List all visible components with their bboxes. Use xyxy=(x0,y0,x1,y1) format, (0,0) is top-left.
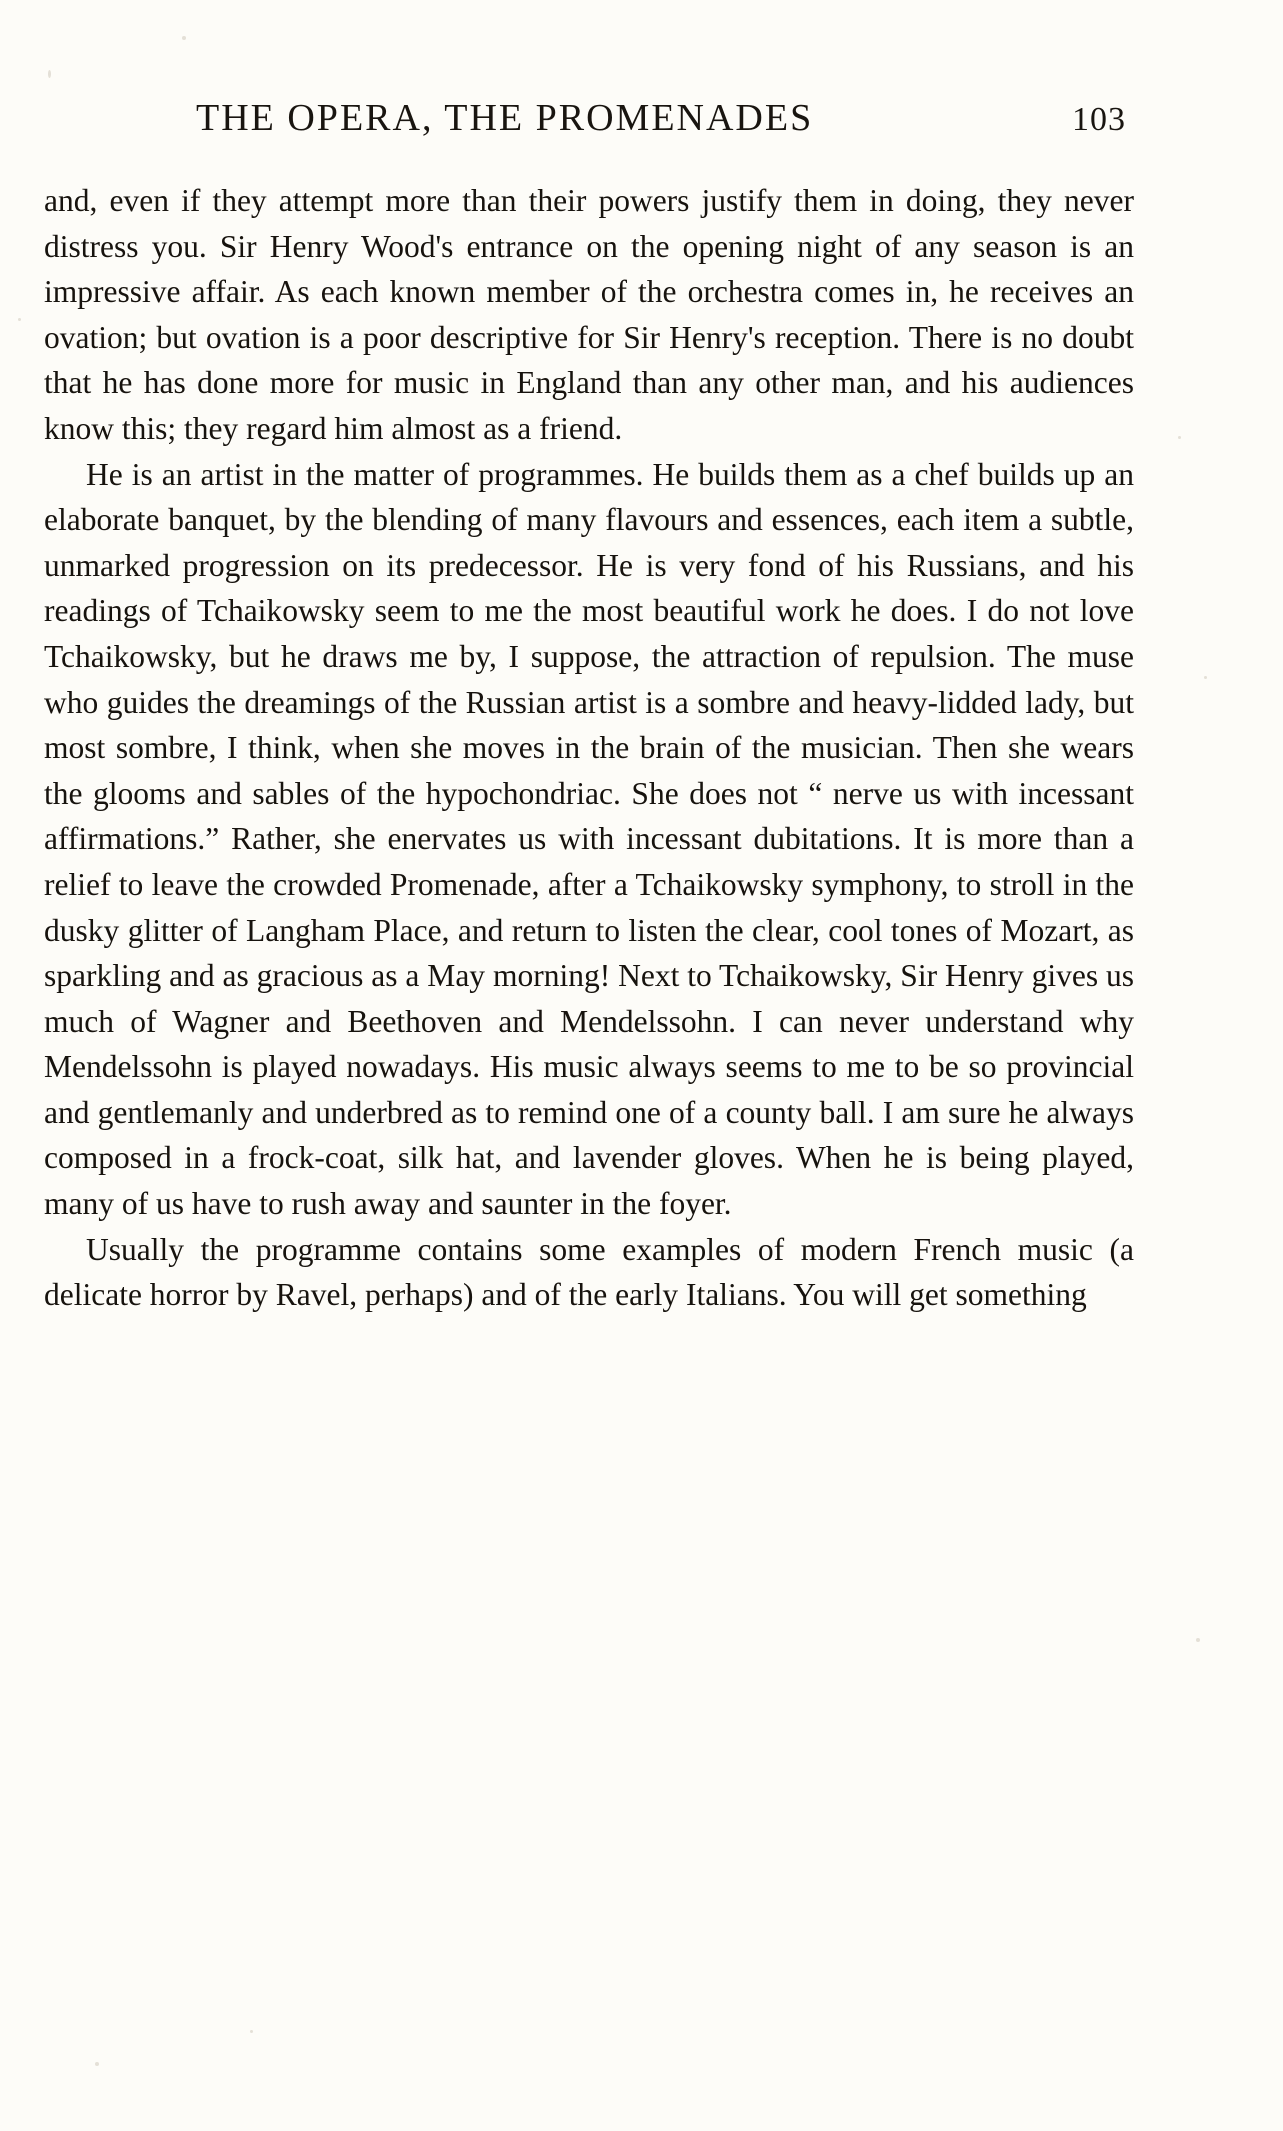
running-title: THE OPERA, THE PROMENADES xyxy=(196,97,814,139)
paper-speck xyxy=(18,318,21,321)
paragraph: He is an artist in the matter of programmes. He builds them as a chef builds up an elaborate banquet, by the blending of many flavours and essences, each item a subtle, unmarked progression on its predecessor. He is very fond of his Russians, and his readings of Tchaikowsky seem to me the most beautiful work he does. I do not love Tchaikowsky, but he draws me by, I suppose, the attraction of repulsion. The muse who guides the dreamings of the Russian artist is a sombre and heavy-lidded lady, but most sombre, I think, when she moves in the brain of the musician. Then she wears the glooms and sables of the hypochondriac. She does not “ nerve us with incessant affirmations.” Rather, she enervates us with incessant dubitations. It is more than a relief to leave the crowded Promenade, after a Tchaikowsky symphony, to stroll in the dusky glitter of Langham Place, and return to listen the clear, cool tones of Mozart, as sparkling and as gracious as a May morning! Next to Tchaikowsky, Sir Henry gives us much of Wagner and Beethoven and Mendelssohn. I can never understand why Mendelssohn is played nowadays. His music always seems to me to be so provincial and gentlemanly and underbred as to remind one of a county ball. I am sure he always composed in a frock-coat, silk hat, and lavender gloves. When he is being played, many of us have to rush away and saunter in the foyer. xyxy=(44,456,1134,1222)
paper-speck xyxy=(48,70,51,78)
paragraph: and, even if they attempt more than their powers justify them in doing, they never distress you. Sir Henry Wood's entrance on the opening night of any season is an impressive affair. As each known member of the orchestra comes in, he receives an ovation; but ovation is a poor descriptive for Sir Henry's reception. There is no doubt that he has done more for music in England than any other man, and his audiences know this; they regard him almost as a friend. xyxy=(44,183,1134,446)
page-number: 103 xyxy=(1072,101,1126,138)
paragraph: Usually the programme contains some examples of modern French music (a delicate horror by Ravel, perhaps) and of the early Italians. You will get something xyxy=(44,1231,1134,1313)
paper-speck xyxy=(95,2062,99,2066)
body-text xyxy=(44,178,1134,1318)
paper-speck xyxy=(1204,676,1207,679)
paper-speck xyxy=(1196,1638,1200,1642)
paper-speck xyxy=(1178,436,1181,439)
paper-speck xyxy=(182,36,186,40)
paper-speck xyxy=(250,2030,253,2033)
page-header xyxy=(196,96,1126,140)
